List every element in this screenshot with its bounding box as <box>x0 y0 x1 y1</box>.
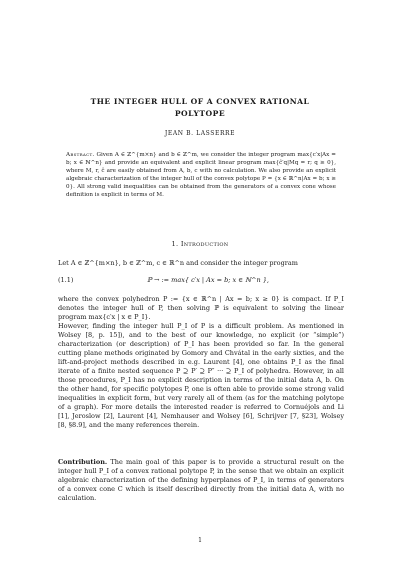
author-name: JEAN B. LASSERRE <box>164 130 236 137</box>
contribution-label: Contribution. <box>58 458 108 466</box>
abstract <box>66 152 336 199</box>
contribution-paragraph <box>58 458 344 503</box>
abstract-label: Abstract. <box>66 152 95 158</box>
paragraph-1: where the convex polyhedron P := {x ∈ ℝ^n | Ax = b; x ≥ 0} is compact. If P_I denotes the integer hull of P, then solving ℙ is equivalent to solving the linear program max{c′x | x ∈ P_I}. <box>58 295 344 321</box>
page-number: 1 <box>198 537 202 544</box>
intro-line: Let A ∈ ℤ^{m×n}, b ∈ ℤ^m, c ∈ ℝ^n and consider the integer program <box>58 259 298 267</box>
contribution-text: The main goal of this paper is to provide a structural result on the integer hull P_I of a convex rational polytope P, in the sense that we obtain an explicit algebraic characterization of the defining hyperplanes of P_I, in terms of generators of a convex cone C which is itself described directly from the initial data A, with no calculation. <box>58 458 344 502</box>
equation-number: (1.1) <box>58 276 74 284</box>
abstract-text: Given A ∈ ℤ^{m×n} and b ∈ ℤ^m, we consider the integer program max{c′x|Ax = b; x ∈ ℕ^n} and provide an equivalent and explicit linear program max{ĉ′q|Mq = r; q ≥ 0}, where M, r, ĉ are easily obtained from A, b, c with no calculation. We also provide an explicit algebraic characterization of the integer hull of the convex polytope P = {x ∈ ℝ^n|Ax = b; x ≥ 0}. All strong valid inequalities can be obtained from the generators of a convex cone whose definition is explicit in terms of M. <box>66 152 336 198</box>
paragraph-2: However, finding the integer hull P_I of P is a difficult problem. As mentioned in Wolsey [8, p. 15]), and to the best of our knowledge, no explicit (or “simple”) characterization (or description) of P_I has been provided so far. In the general cutting plane methods originated by Gomory and Chvátal in the early sixties, and the lift-and-project methods described in e.g. Laurent [4], one obtains P_I as the final iterate of a finite nested sequence P ⊇ P′ ⊇ P″ ··· ⊇ P_I of polyhedra. However, in all those procedures, P_I has no explicit description in terms of the initial data A, b. On the other hand, for specific polytopes P, one is often able to provide some strong valid inequalities in explicit form, but very rarely all of them (as for the matching polytope of a graph). For more details the interested reader is referred to Cornuéjols and Li [1], Jeroslow [2], Laurent [4], Nemhauser and Wolsey [6], Schrijver [7, §23], Wolsey [8, §8.9], and the many references therein. <box>58 322 344 429</box>
title-line-1: THE INTEGER HULL OF A CONVEX RATIONAL <box>90 97 310 106</box>
paper-title <box>40 96 360 120</box>
equation-body: ℙ → := max{ c′x | Ax = b; x ∈ ℕ^n }, <box>147 276 269 284</box>
title-line-2: POLYTOPE <box>174 109 226 118</box>
section-heading: 1. Introduction <box>171 240 229 248</box>
